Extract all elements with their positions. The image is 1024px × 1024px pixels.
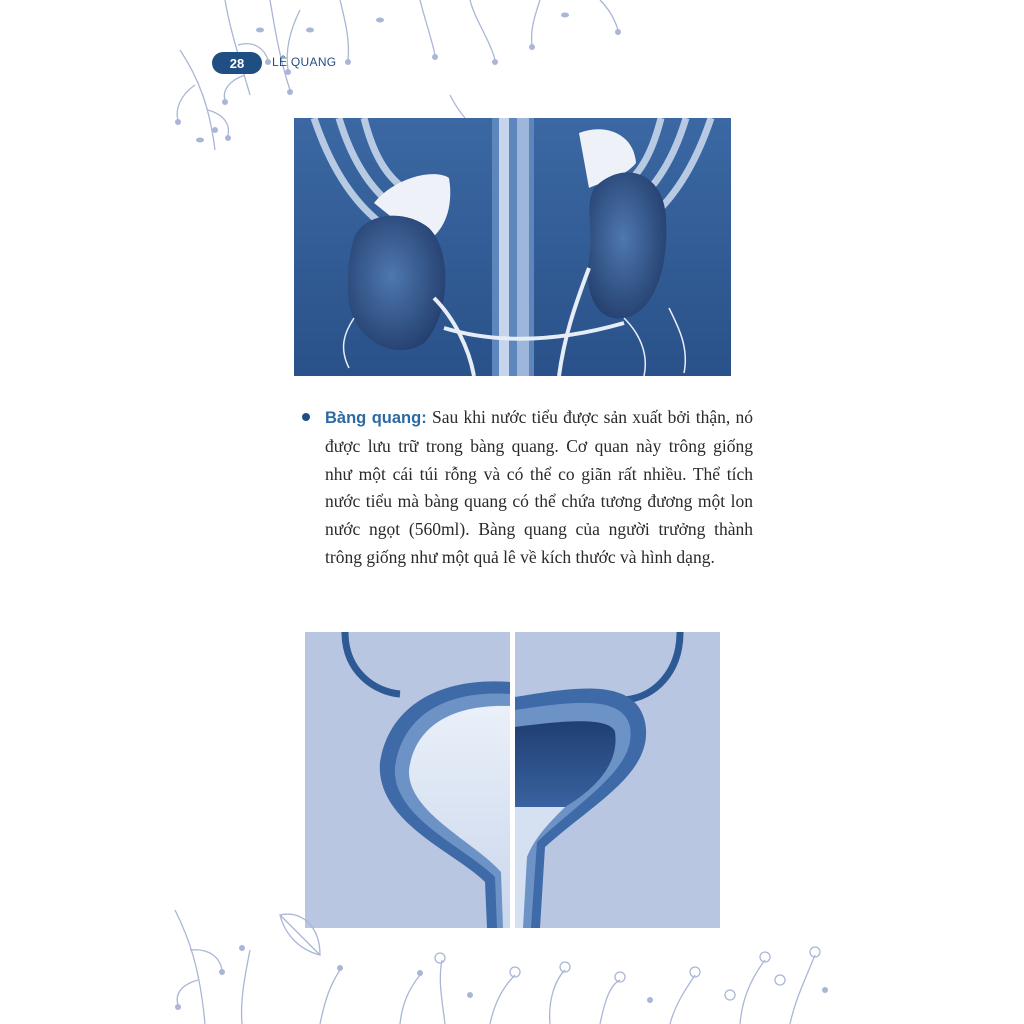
term-heading: Bàng quang — [325, 409, 422, 427]
bullet-point — [302, 413, 310, 421]
kidney-illustration — [294, 118, 731, 376]
paragraph-bladder — [325, 404, 753, 572]
running-header-author: LÊ QUANG — [272, 55, 337, 69]
page-number: 28 — [229, 55, 245, 71]
bladder-illustration — [305, 632, 720, 928]
paragraph-body: Sau khi nước tiểu được sản xuất bởi thận, nó được lưu trữ trong bàng quang. Cơ quan này trông giống như một cái túi rỗng và có thể co giãn rất nhiều. Thể tích nước tiểu mà bàng quang có thể chứa tương đương một lon nước ngọt (560ml). Bàng quang của người trưởng thành trông giống như một quả lê về kích thước và hình dạng. — [325, 407, 753, 567]
term-colon: : — [421, 409, 427, 427]
floral-decoration-bottom — [170, 900, 840, 1024]
page-number-badge — [212, 52, 262, 74]
